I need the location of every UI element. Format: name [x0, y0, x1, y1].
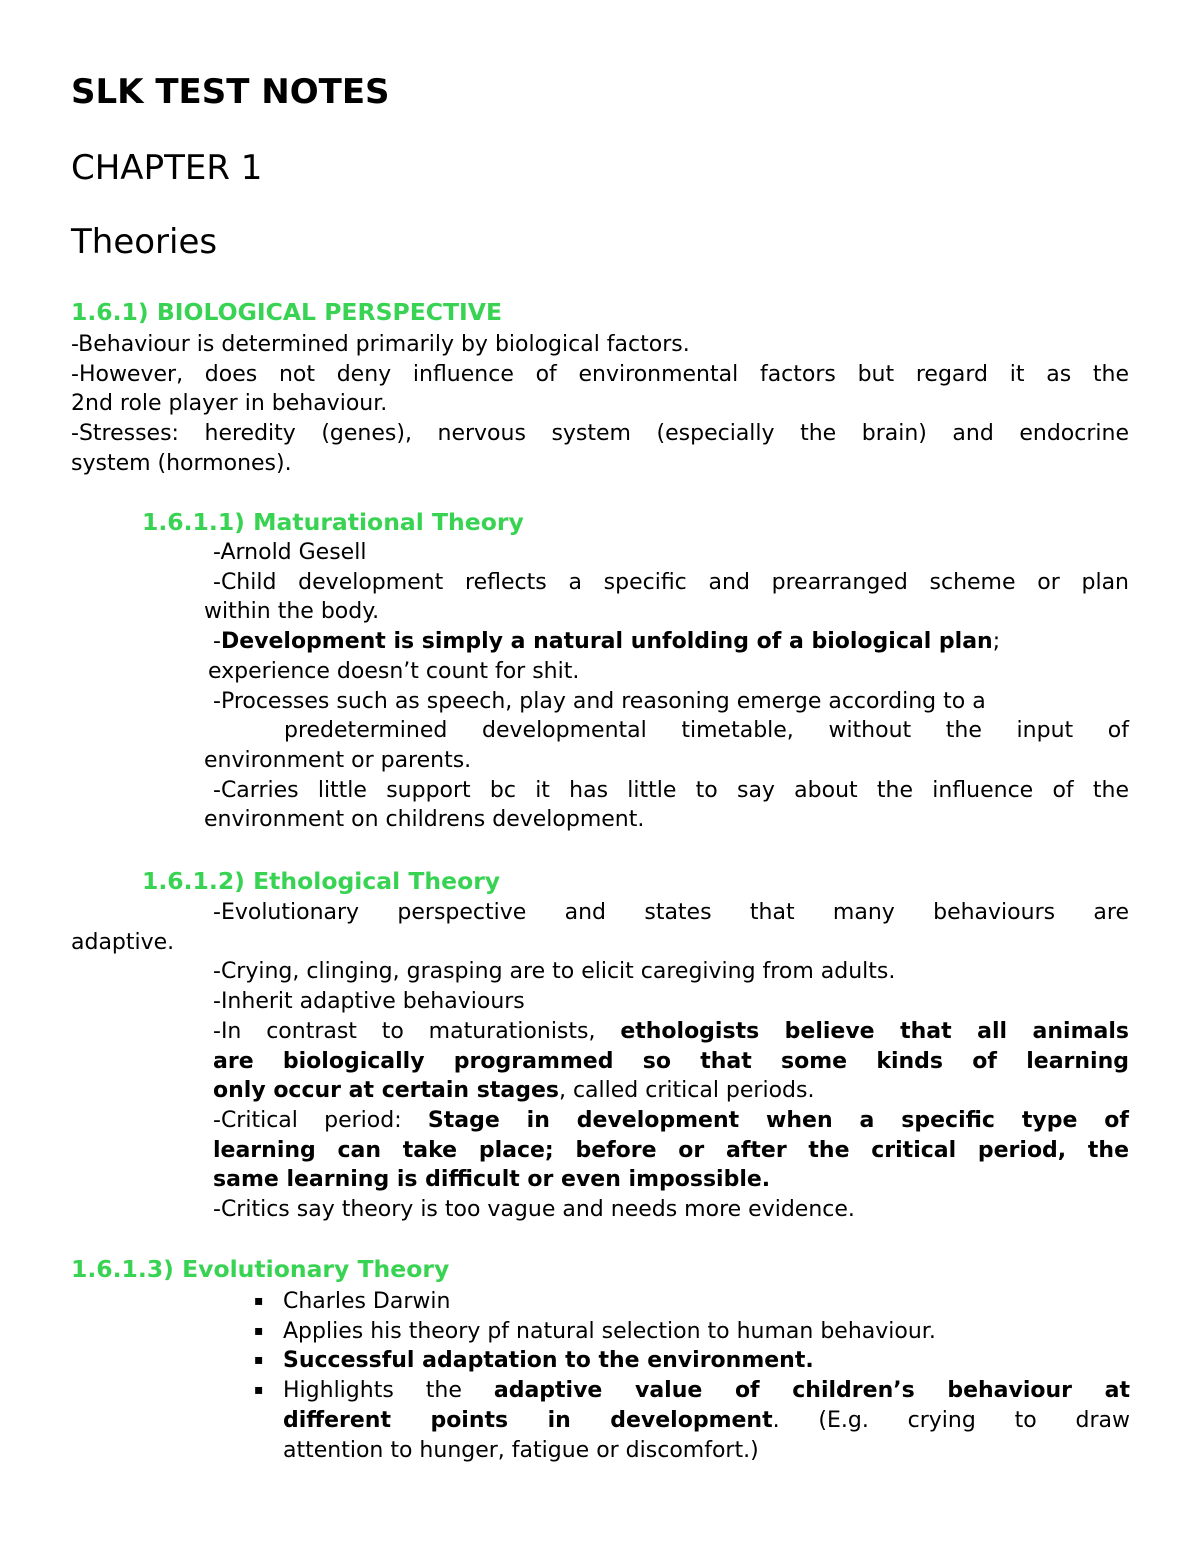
text-line: are biologically programmed so that some kinds of learning [213, 1048, 1129, 1074]
text-line: -Development is simply a natural unfolding of a biological plan; [213, 629, 1001, 655]
list-item: ▪ Successful adaptation to the environment. [254, 1346, 1130, 1376]
text-line: learning can take place; before or after the critical period, the [213, 1137, 1129, 1163]
text-line: within the body. [204, 599, 380, 625]
text-line: adaptive. [71, 929, 175, 955]
square-bullet-icon: ▪ [254, 1293, 264, 1309]
biological-heading: 1.6.1) BIOLOGICAL PERSPECTIVE [71, 298, 503, 326]
text-line: environment on childrens development. [204, 807, 645, 833]
ethological-heading: 1.6.1.2) Ethological Theory [142, 867, 501, 895]
text-line: experience doesn’t count for shit. [208, 658, 580, 684]
square-bullet-icon: ▪ [254, 1382, 264, 1399]
text-line: -Arnold Gesell [213, 540, 367, 565]
evolutionary-bullet-list [254, 1287, 1130, 1465]
text-line: -Behaviour is determined primarily by biological factors. [71, 332, 690, 357]
text-line: -Evolutionary perspective and states that many behaviours are [213, 900, 1129, 925]
text-line: same learning is difficult or even impossible. [213, 1167, 771, 1193]
list-item: ▪ Applies his theory pf natural selection to human behaviour. [254, 1317, 1130, 1347]
square-bullet-icon: ▪ [254, 1322, 264, 1339]
page-title: SLK TEST NOTES [71, 72, 390, 112]
list-item: ▪ Highlights the adaptive value of children’s behaviour at different points in development. (E.g. crying to draw attention to hunger, fatigue or discomfort.) [254, 1378, 1131, 1463]
text-line: only occur at certain stages, called critical periods. [213, 1078, 815, 1104]
text-line: -In contrast to maturationists, ethologists believe that all animals [213, 1018, 1129, 1044]
biological-text [71, 330, 1129, 479]
text-line: environment or parents. [204, 747, 472, 773]
chapter-heading: CHAPTER 1 [71, 148, 263, 188]
text-line: -Processes such as speech, play and reasoning emerge according to a [213, 688, 986, 714]
maturational-text [204, 538, 1129, 835]
text-line: system (hormones). [71, 450, 292, 476]
text-line: -Child development reflects a specific and prearranged scheme or plan [213, 569, 1129, 595]
section-heading: Theories [71, 222, 218, 262]
text-line: -Critics say theory is too vague and needs more evidence. [213, 1197, 855, 1223]
text-line: -Inherit adaptive behaviours [213, 989, 525, 1015]
maturational-heading: 1.6.1.1) Maturational Theory [142, 508, 524, 536]
text-line: -However, does not deny influence of environmental factors but regard it as the [71, 361, 1129, 387]
text-line: predetermined developmental timetable, without the input of [284, 718, 1129, 744]
text-line: -Stresses: heredity (genes), nervous system (especially the brain) and endocrine [71, 421, 1129, 447]
text-line: -Carries little support bc it has little to say about the influence of the [213, 777, 1129, 803]
list-item: ▪ Charles Darwin [254, 1287, 1130, 1317]
square-bullet-icon: ▪ [254, 1352, 264, 1369]
evolutionary-heading: 1.6.1.3) Evolutionary Theory [71, 1255, 450, 1283]
ethological-text [71, 898, 1129, 1225]
text-line: -Crying, clinging, grasping are to elicit caregiving from adults. [213, 959, 896, 985]
text-line: 2nd role player in behaviour. [71, 391, 388, 417]
text-line: -Critical period: Stage in development when a specific type of [213, 1107, 1129, 1133]
